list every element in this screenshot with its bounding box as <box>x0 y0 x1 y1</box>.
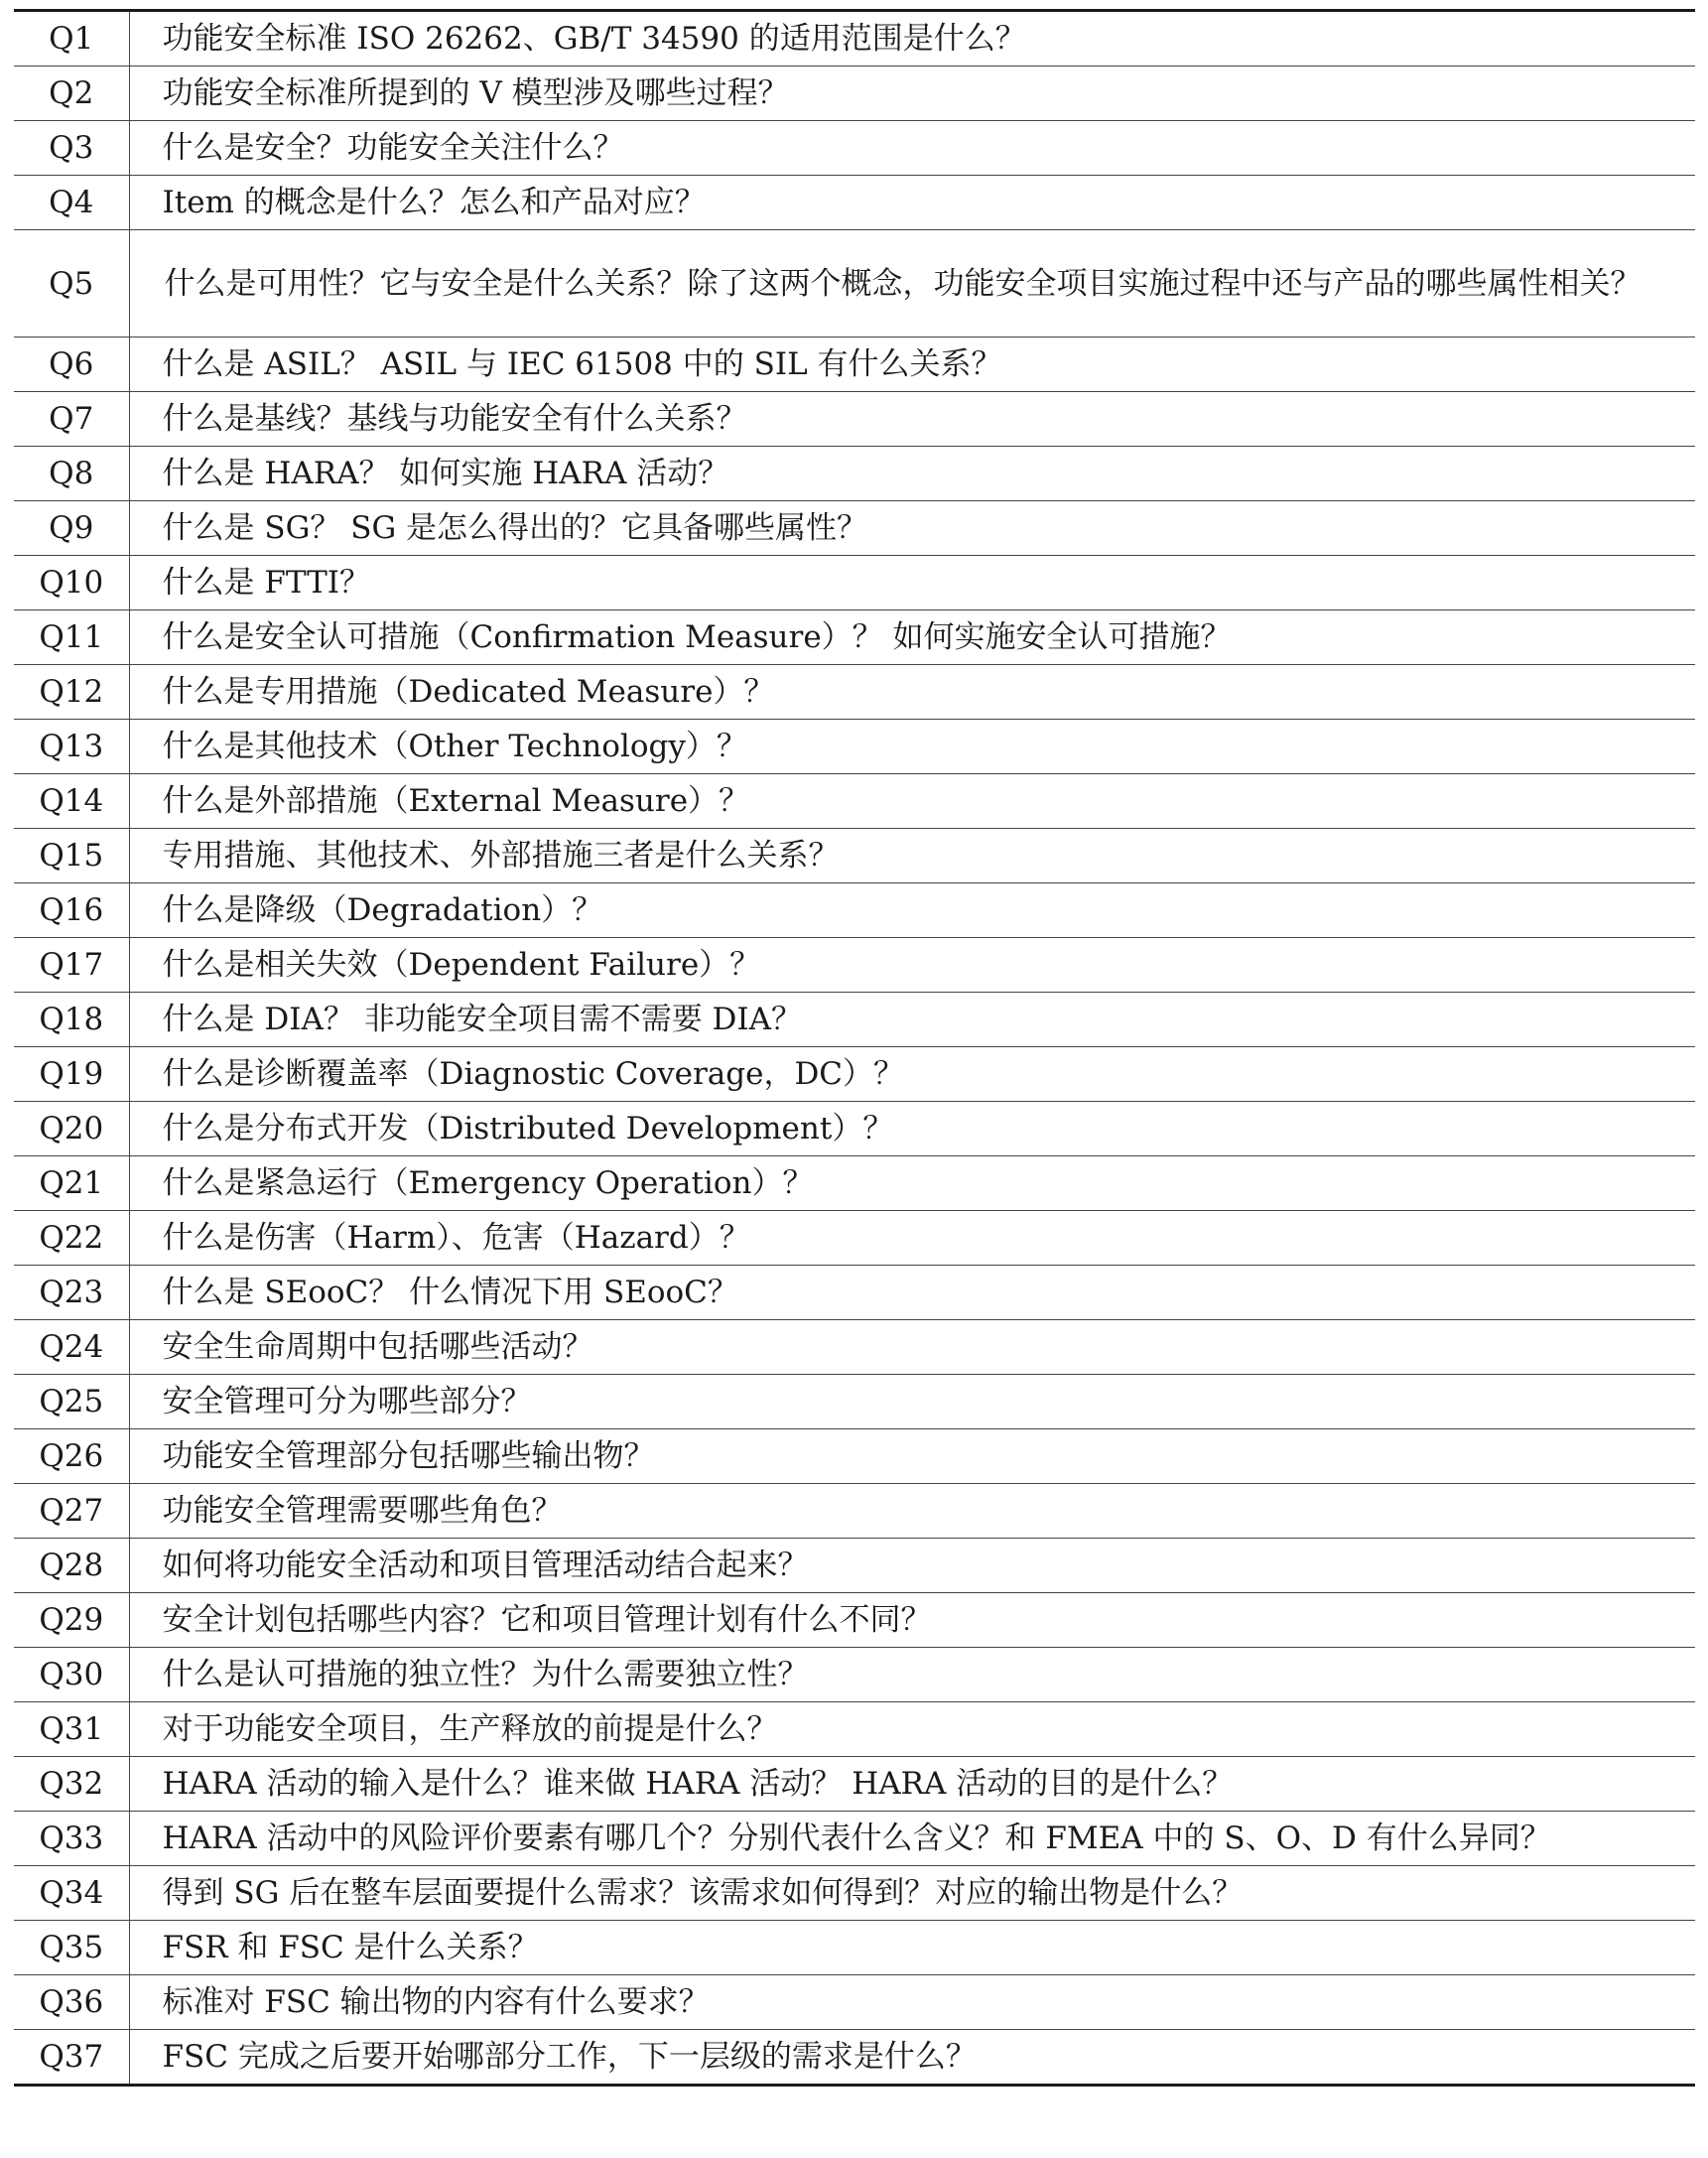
table-row <box>14 2030 1695 2086</box>
table-row <box>14 556 1695 610</box>
question-text: 什么是安全认可措施（Confirmation Measure）？ 如何实施安全认可措施？ <box>129 610 1695 665</box>
question-id: Q29 <box>14 1593 129 1648</box>
table-row <box>14 1702 1695 1757</box>
question-text: 什么是诊断覆盖率（Diagnostic Coverage，DC）？ <box>129 1047 1695 1102</box>
table-row <box>14 1047 1695 1102</box>
question-id: Q25 <box>14 1375 129 1429</box>
table-row <box>14 1156 1695 1211</box>
question-text: 得到 SG 后在整车层面要提什么需求？该需求如何得到？对应的输出物是什么？ <box>129 1866 1695 1921</box>
question-text: 什么是 SEooC？ 什么情况下用 SEooC？ <box>129 1266 1695 1320</box>
question-text: 什么是紧急运行（Emergency Operation）？ <box>129 1156 1695 1211</box>
question-id: Q28 <box>14 1539 129 1593</box>
question-text: 功能安全标准所提到的 V 模型涉及哪些过程？ <box>129 67 1695 121</box>
question-text: 什么是相关失效（Dependent Failure）？ <box>129 938 1695 993</box>
question-text: 什么是分布式开发（Distributed Development）？ <box>129 1102 1695 1156</box>
question-id: Q4 <box>14 176 129 230</box>
table-row <box>14 67 1695 121</box>
question-text: 什么是 FTTI？ <box>129 556 1695 610</box>
question-id: Q32 <box>14 1757 129 1812</box>
question-text: 安全管理可分为哪些部分？ <box>129 1375 1695 1429</box>
table-row <box>14 610 1695 665</box>
question-id: Q34 <box>14 1866 129 1921</box>
table-row <box>14 1648 1695 1702</box>
table-row <box>14 176 1695 230</box>
table-row <box>14 1211 1695 1266</box>
question-text: 什么是可用性？它与安全是什么关系？除了这两个概念，功能安全项目实施过程中还与产品的哪些属性相关？ <box>129 230 1695 337</box>
question-id: Q16 <box>14 883 129 938</box>
table-row <box>14 1320 1695 1375</box>
question-id: Q1 <box>14 11 129 67</box>
table-row <box>14 11 1695 67</box>
table-row <box>14 1757 1695 1812</box>
table-row <box>14 665 1695 720</box>
question-text: 什么是外部措施（External Measure）？ <box>129 774 1695 829</box>
question-id: Q35 <box>14 1921 129 1975</box>
question-id: Q6 <box>14 337 129 392</box>
question-text: 什么是安全？功能安全关注什么？ <box>129 121 1695 176</box>
question-id: Q7 <box>14 392 129 447</box>
question-id: Q9 <box>14 501 129 556</box>
table-row <box>14 1375 1695 1429</box>
table-row <box>14 883 1695 938</box>
question-id: Q14 <box>14 774 129 829</box>
question-id: Q27 <box>14 1484 129 1539</box>
question-text: 标准对 FSC 输出物的内容有什么要求？ <box>129 1975 1695 2030</box>
question-text: 什么是专用措施（Dedicated Measure）？ <box>129 665 1695 720</box>
question-text: FSR 和 FSC 是什么关系？ <box>129 1921 1695 1975</box>
table-row <box>14 447 1695 501</box>
question-id: Q18 <box>14 993 129 1047</box>
table-row <box>14 121 1695 176</box>
question-text: 安全生命周期中包括哪些活动？ <box>129 1320 1695 1375</box>
question-id: Q13 <box>14 720 129 774</box>
question-text: 对于功能安全项目，生产释放的前提是什么？ <box>129 1702 1695 1757</box>
question-id: Q31 <box>14 1702 129 1757</box>
table-row <box>14 337 1695 392</box>
table-row <box>14 1866 1695 1921</box>
table-row <box>14 1593 1695 1648</box>
question-text: 功能安全标准 ISO 26262、GB/T 34590 的适用范围是什么？ <box>129 11 1695 67</box>
question-id: Q12 <box>14 665 129 720</box>
question-id: Q5 <box>14 230 129 337</box>
table-row <box>14 392 1695 447</box>
questions-table-body <box>14 11 1695 2086</box>
question-text: 什么是伤害（Harm）、危害（Hazard）？ <box>129 1211 1695 1266</box>
question-id: Q21 <box>14 1156 129 1211</box>
question-id: Q17 <box>14 938 129 993</box>
question-text: 什么是 SG？ SG 是怎么得出的？它具备哪些属性？ <box>129 501 1695 556</box>
question-id: Q30 <box>14 1648 129 1702</box>
table-row <box>14 501 1695 556</box>
question-text: Item 的概念是什么？怎么和产品对应？ <box>129 176 1695 230</box>
question-id: Q20 <box>14 1102 129 1156</box>
table-row <box>14 720 1695 774</box>
question-text: 什么是其他技术（Other Technology）？ <box>129 720 1695 774</box>
question-text: 什么是 ASIL？ ASIL 与 IEC 61508 中的 SIL 有什么关系？ <box>129 337 1695 392</box>
table-row <box>14 1812 1695 1866</box>
questions-table <box>14 9 1695 2087</box>
question-id: Q33 <box>14 1812 129 1866</box>
question-text: 如何将功能安全活动和项目管理活动结合起来？ <box>129 1539 1695 1593</box>
table-row <box>14 1975 1695 2030</box>
question-text: HARA 活动中的风险评价要素有哪几个？分别代表什么含义？和 FMEA 中的 S、O、D 有什么异同？ <box>129 1812 1695 1866</box>
question-text: 什么是 HARA？ 如何实施 HARA 活动？ <box>129 447 1695 501</box>
question-text: HARA 活动的输入是什么？谁来做 HARA 活动？ HARA 活动的目的是什么？ <box>129 1757 1695 1812</box>
table-row <box>14 1484 1695 1539</box>
question-text: 什么是降级（Degradation）？ <box>129 883 1695 938</box>
question-id: Q15 <box>14 829 129 883</box>
table-row <box>14 993 1695 1047</box>
question-id: Q3 <box>14 121 129 176</box>
question-id: Q23 <box>14 1266 129 1320</box>
table-row <box>14 829 1695 883</box>
question-id: Q22 <box>14 1211 129 1266</box>
question-text: 什么是基线？基线与功能安全有什么关系？ <box>129 392 1695 447</box>
question-id: Q8 <box>14 447 129 501</box>
question-id: Q11 <box>14 610 129 665</box>
question-id: Q36 <box>14 1975 129 2030</box>
table-row <box>14 1921 1695 1975</box>
question-id: Q24 <box>14 1320 129 1375</box>
question-id: Q10 <box>14 556 129 610</box>
question-text: FSC 完成之后要开始哪部分工作，下一层级的需求是什么？ <box>129 2030 1695 2086</box>
question-text: 专用措施、其他技术、外部措施三者是什么关系？ <box>129 829 1695 883</box>
table-row <box>14 1266 1695 1320</box>
question-id: Q19 <box>14 1047 129 1102</box>
question-id: Q37 <box>14 2030 129 2086</box>
table-row <box>14 230 1695 337</box>
question-text: 安全计划包括哪些内容？它和项目管理计划有什么不同？ <box>129 1593 1695 1648</box>
question-text: 功能安全管理需要哪些角色？ <box>129 1484 1695 1539</box>
table-row <box>14 1429 1695 1484</box>
question-id: Q26 <box>14 1429 129 1484</box>
table-row <box>14 774 1695 829</box>
question-text: 功能安全管理部分包括哪些输出物？ <box>129 1429 1695 1484</box>
question-id: Q2 <box>14 67 129 121</box>
table-row <box>14 1539 1695 1593</box>
table-row <box>14 938 1695 993</box>
table-row <box>14 1102 1695 1156</box>
question-text: 什么是 DIA？ 非功能安全项目需不需要 DIA？ <box>129 993 1695 1047</box>
question-text: 什么是认可措施的独立性？为什么需要独立性？ <box>129 1648 1695 1702</box>
